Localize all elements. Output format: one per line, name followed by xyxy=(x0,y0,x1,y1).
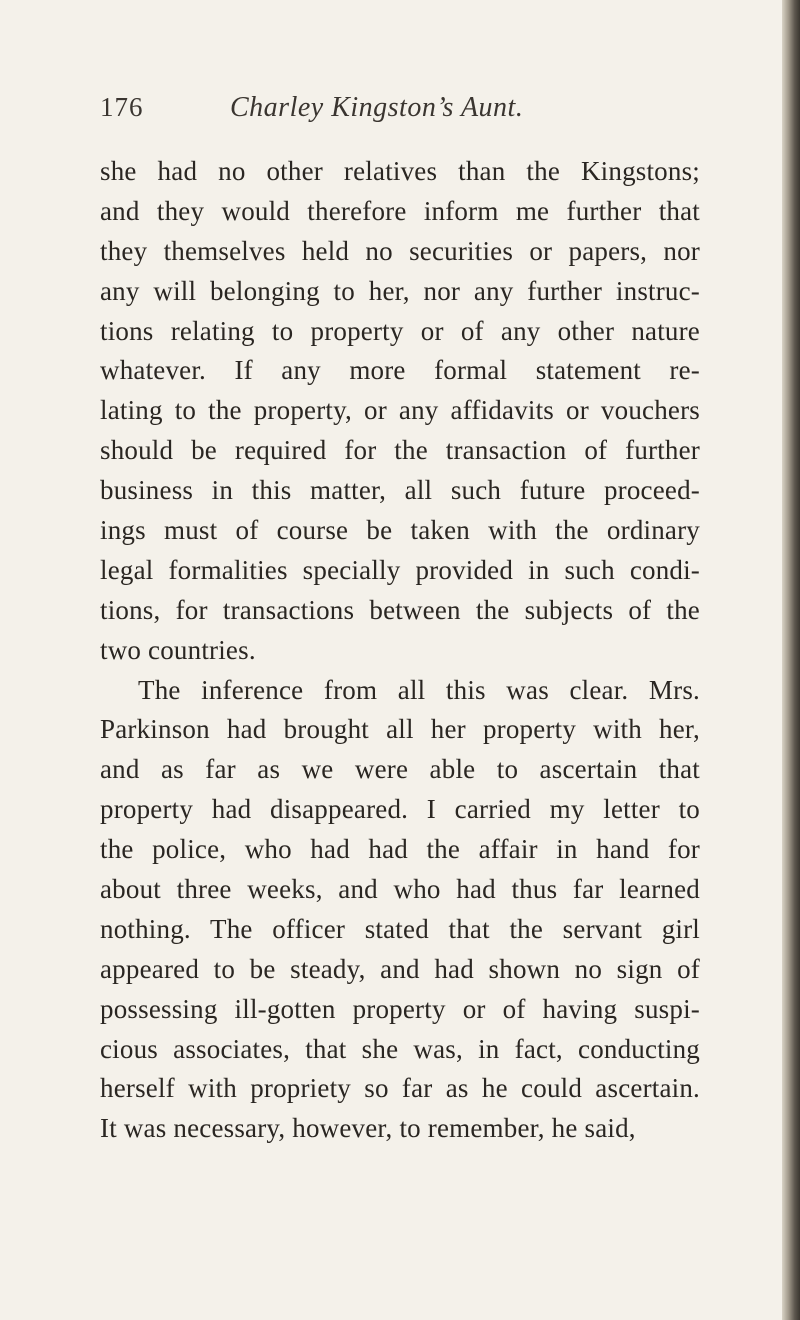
text-line: tions relating to property or of any other nature xyxy=(100,315,700,346)
text-line: and as far as we were able to ascertain that xyxy=(100,754,700,785)
text-line: The inference from all this was clear. Mrs. xyxy=(138,674,700,705)
running-head: Charley Kingston’s Aunt. xyxy=(230,92,524,123)
text-line: nothing. The officer stated that the servant girl xyxy=(100,913,700,944)
text-line: Parkinson had brought all her property with her, xyxy=(100,714,700,745)
text-line: the police, who had had the affair in hand for xyxy=(100,834,700,865)
text-line: lating to the property, or any affidavits or vouchers xyxy=(100,395,700,426)
text-line: any will belonging to her, nor any further instruc- xyxy=(100,275,700,306)
text-line: and they would therefore inform me further that xyxy=(100,195,700,226)
text-line: It was necessary, however, to remember, he said, xyxy=(100,1113,636,1144)
text-line: two countries. xyxy=(100,634,256,665)
text-line: should be required for the transaction of further xyxy=(100,435,700,466)
text-line: property had disappeared. I carried my letter to xyxy=(100,794,700,825)
text-line: herself with propriety so far as he could ascertain. xyxy=(100,1073,700,1104)
text-line: possessing ill-gotten property or of having suspi- xyxy=(100,993,700,1024)
text-line: whatever. If any more formal statement re- xyxy=(100,355,700,386)
page-header xyxy=(100,92,700,132)
text-line: tions, for transactions between the subjects of the xyxy=(100,594,700,625)
text-line: business in this matter, all such future proceed- xyxy=(100,475,700,506)
text-line: about three weeks, and who had thus far learned xyxy=(100,874,700,905)
text-line: appeared to be steady, and had shown no sign of xyxy=(100,953,700,984)
body-text xyxy=(100,152,700,1149)
page-binding-edge xyxy=(782,0,800,1320)
text-line: cious associates, that she was, in fact, conducting xyxy=(100,1033,700,1064)
text-line: ings must of course be taken with the ordinary xyxy=(100,515,700,546)
text-line: legal formalities specially provided in such condi- xyxy=(100,554,700,585)
text-line: they themselves held no securities or papers, nor xyxy=(100,235,700,266)
text-line: she had no other relatives than the Kingstons; xyxy=(100,156,700,186)
page-number: 176 xyxy=(100,92,144,122)
